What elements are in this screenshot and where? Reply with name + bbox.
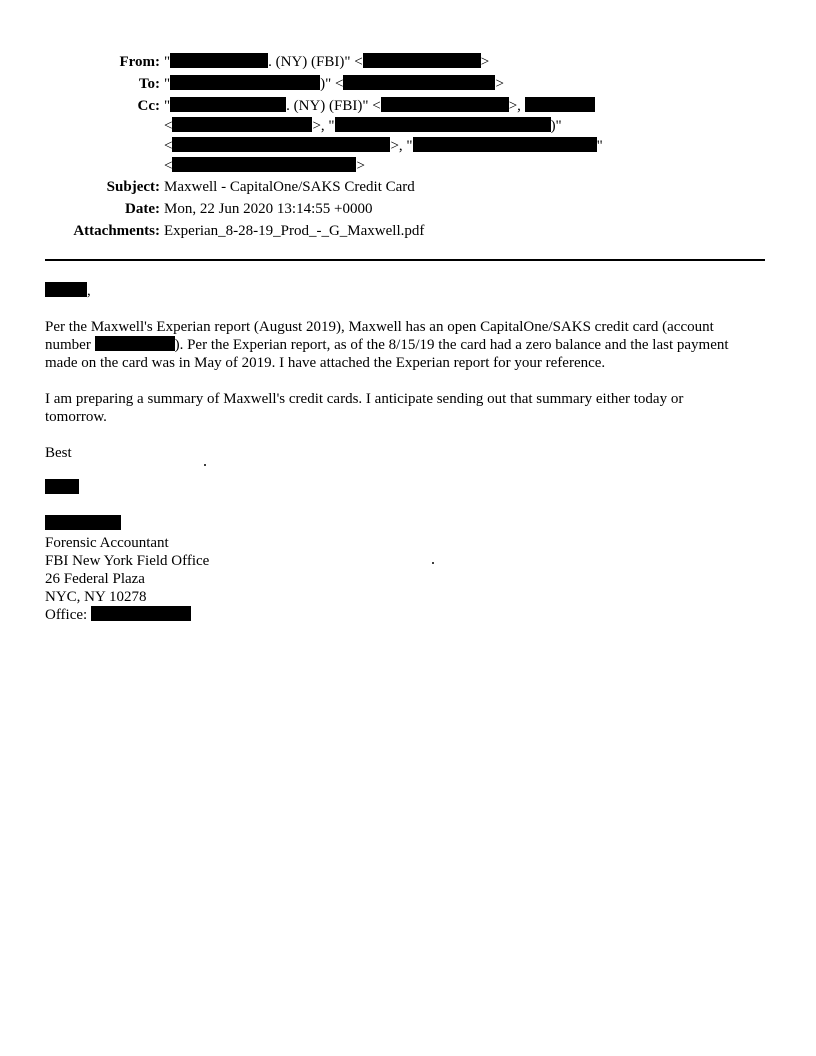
para2-line2: tomorrow.	[45, 409, 107, 425]
signer-phone	[45, 606, 191, 624]
attachments-row	[0, 221, 816, 241]
closing: Best	[45, 445, 72, 461]
greeting-suffix: ,	[87, 283, 91, 299]
signer-first-name	[45, 479, 79, 497]
cc-row	[0, 96, 816, 116]
header-divider	[45, 259, 765, 261]
attachment-link[interactable]: Experian_8-28-19_Prod_-_G_Maxwell.pdf	[164, 223, 425, 239]
signer-city: NYC, NY 10278	[45, 589, 147, 605]
from-mid: . (NY) (FBI)" <	[268, 54, 363, 70]
cc-value-line-4: < >	[164, 158, 365, 174]
date-label: Date:	[125, 201, 160, 217]
stray-dot	[204, 464, 206, 466]
from-end: >	[480, 54, 490, 70]
from-value: " . (NY) (FBI)" < >	[164, 54, 490, 70]
subject-value: Maxwell - CapitalOne/SAKS Credit Card	[164, 179, 415, 195]
cc-line4-end: >	[356, 158, 365, 174]
redaction-block	[95, 336, 175, 351]
cc-line1-end: >,	[508, 98, 521, 114]
redaction-block	[343, 75, 495, 90]
to-mid: )" <	[320, 76, 344, 92]
redaction-block	[45, 282, 87, 297]
redaction-block	[91, 606, 191, 621]
redaction-block	[170, 97, 286, 112]
cc-row-3	[0, 136, 816, 156]
to-label: To:	[138, 76, 160, 92]
to-end: >	[495, 76, 504, 92]
signer-full-name	[45, 515, 121, 533]
signer-street: 26 Federal Plaza	[45, 571, 145, 587]
redaction-block	[525, 97, 595, 112]
redaction-block	[413, 137, 597, 152]
stray-dot	[432, 562, 434, 564]
redaction-block	[172, 117, 312, 132]
redaction-block	[381, 97, 509, 112]
to-row	[0, 74, 816, 94]
redaction-block	[45, 515, 121, 530]
cc-line2-mid: >, "	[312, 118, 335, 134]
para1-line1: Per the Maxwell's Experian report (August 2019), Maxwell has an open CapitalOne/SAKS credit card (account	[45, 319, 714, 335]
para2-line1: I am preparing a summary of Maxwell's credit cards. I anticipate sending out that summary either today or	[45, 391, 684, 407]
redaction-block	[335, 117, 551, 132]
cc-line3-mid: >, "	[390, 138, 413, 154]
redaction-block	[170, 75, 320, 90]
redaction-block	[363, 53, 481, 68]
redaction-block	[45, 479, 79, 494]
para1-line3: made on the card was in May of 2019. I have attached the Experian report for your reference.	[45, 355, 606, 371]
cc-row-4	[0, 156, 816, 176]
to-value: " )" < >	[164, 76, 504, 92]
cc-line1-mid: . (NY) (FBI)" <	[286, 98, 381, 114]
from-row	[0, 52, 816, 72]
redaction-block	[170, 53, 268, 68]
redaction-block	[172, 137, 390, 152]
para1-line2-end: ). Per the Experian report, as of the 8/15/19 the card had a zero balance and the last payment	[174, 337, 729, 353]
signer-office: FBI New York Field Office	[45, 553, 210, 569]
cc-line3-end: "	[596, 138, 603, 154]
date-row	[0, 199, 816, 219]
greeting	[45, 282, 91, 300]
subject-label: Subject:	[106, 179, 160, 195]
subject-row	[0, 177, 816, 197]
cc-value-line-1: " . (NY) (FBI)" < >,	[164, 96, 595, 116]
signer-title: Forensic Accountant	[45, 535, 169, 551]
phone-label: Office:	[45, 607, 88, 623]
attachments-label: Attachments:	[73, 223, 160, 239]
para1-line2-start: number	[45, 337, 91, 353]
cc-label: Cc:	[137, 98, 160, 114]
para1-line2	[45, 336, 729, 354]
date-value: Mon, 22 Jun 2020 13:14:55 +0000	[164, 201, 373, 217]
from-label: From:	[119, 54, 160, 70]
cc-value-line-2: < >, " )"	[164, 118, 562, 134]
redaction-block	[172, 157, 356, 172]
cc-row-2	[0, 116, 816, 136]
cc-value-line-3: < >, " "	[164, 138, 603, 154]
cc-line2-end: )"	[550, 118, 562, 134]
